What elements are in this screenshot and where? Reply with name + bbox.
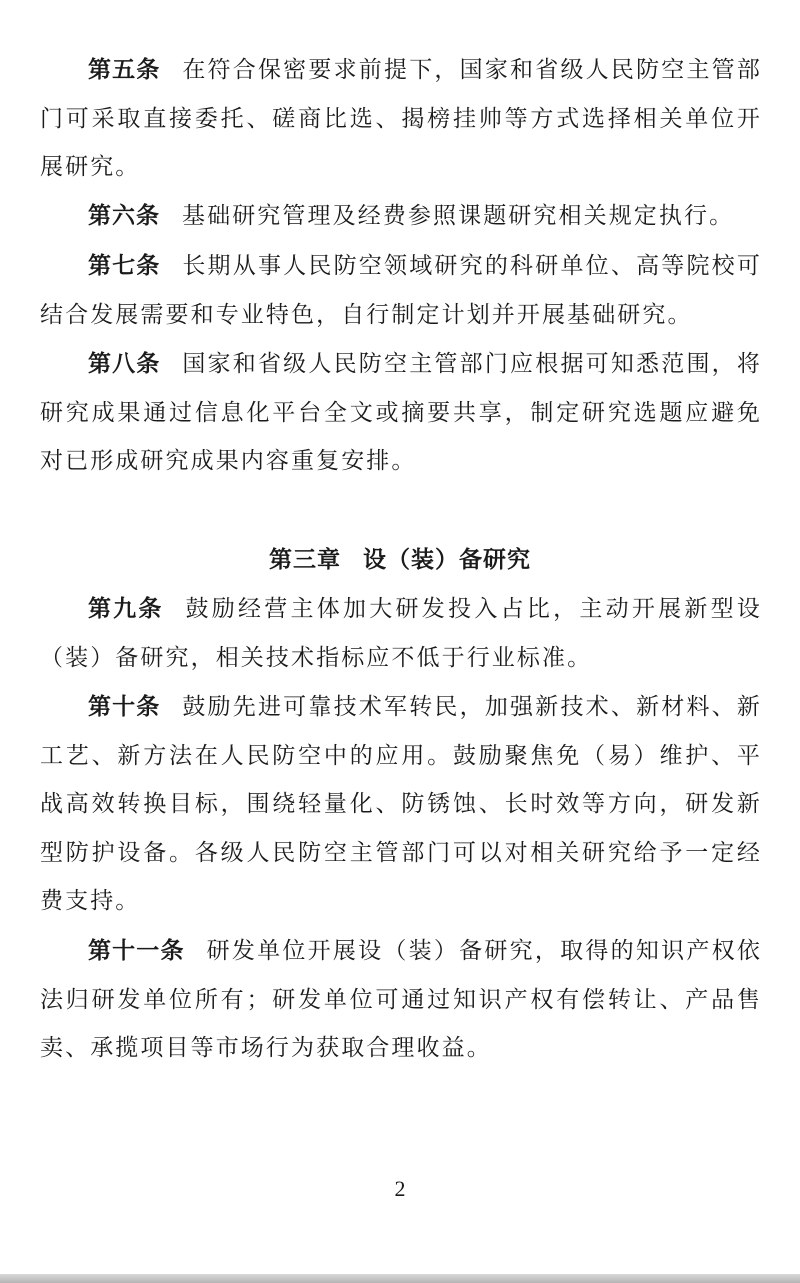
article-5-text: 在符合保密要求前提下，国家和省级人民防空主管部门可采取直接委托、磋商比选、揭榜挂帅等方式选择相关单位开展研究。 (40, 57, 762, 180)
chapter-number: 第三章 (269, 547, 341, 573)
article-8-title: 第八条 (88, 351, 161, 377)
article-7-text: 长期从事人民防空领域研究的科研单位、高等院校可结合发展需要和专业特色，自行制定计划并开展基础研究。 (40, 253, 762, 328)
article-11 (40, 927, 762, 1073)
article-9-text: 鼓励经营主体加大研发投入占比，主动开展新型设（装）备研究，相关技术指标应不低于行业标准。 (40, 596, 763, 671)
article-11-title: 第十一条 (88, 938, 185, 964)
article-5 (40, 46, 762, 192)
article-9 (40, 585, 762, 682)
article-6-text: 基础研究管理及经费参照课题研究相关规定执行。 (182, 203, 735, 229)
article-8-text: 国家和省级人民防空主管部门应根据可知悉范围，将研究成果通过信息化平台全文或摘要共享，制定研究选题应避免对已形成研究成果内容重复安排。 (40, 351, 762, 474)
article-10-text: 鼓励先进可靠技术军转民，加强新技术、新材料、新工艺、新方法在人民防空中的应用。鼓励聚焦免（易）维护、平战高效转换目标，围绕轻量化、防锈蚀、长时效等方向，研发新型防护设备。各级人民防空主管部门可以对相关研究给予一定经费支持。 (40, 694, 762, 914)
article-11-text: 研发单位开展设（装）备研究，取得的知识产权依法归研发单位所有；研发单位可通过知识产权有偿转让、产品售卖、承揽项目等市场行为获取合理收益。 (40, 938, 762, 1061)
article-6-title: 第六条 (88, 203, 160, 229)
chapter-heading (0, 536, 800, 584)
article-8 (40, 340, 762, 486)
chapter-title: 设（装）备研究 (363, 547, 531, 573)
article-9-title: 第九条 (88, 596, 164, 622)
article-6 (40, 192, 762, 241)
article-10 (40, 683, 762, 926)
article-10-title: 第十条 (88, 694, 161, 720)
page-bottom-edge (0, 1274, 800, 1283)
article-7 (40, 242, 762, 339)
page-number: 2 (394, 1176, 406, 1201)
article-5-title: 第五条 (88, 57, 161, 83)
article-7-title: 第七条 (88, 253, 161, 279)
